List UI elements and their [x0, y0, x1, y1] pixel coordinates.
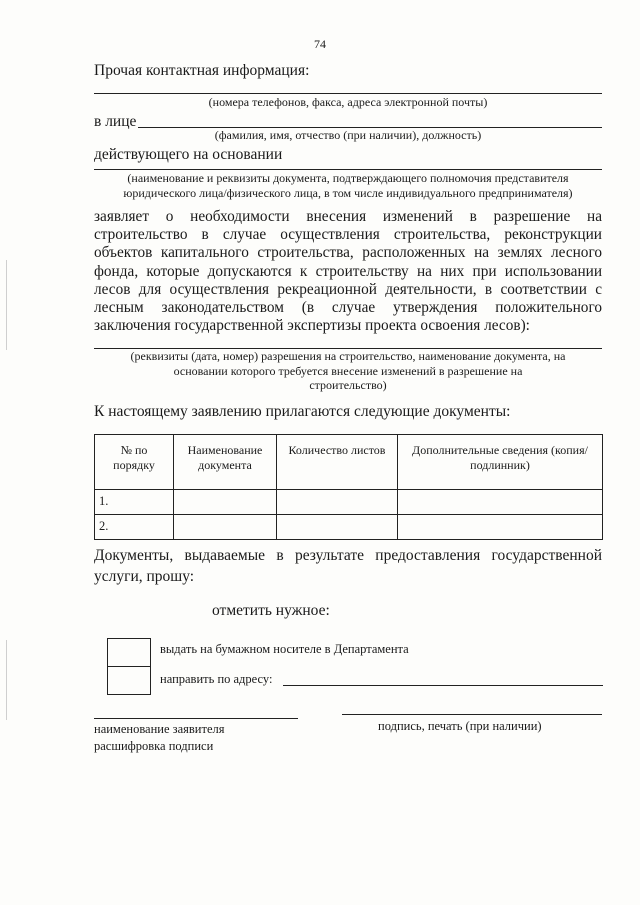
additional-info-cell[interactable]	[398, 515, 603, 540]
row-number-cell: 1.	[95, 490, 174, 515]
scan-edge-mark	[6, 640, 7, 720]
paper-delivery-checkbox[interactable]	[107, 638, 151, 667]
address-line[interactable]	[283, 685, 603, 686]
document-name-cell[interactable]	[174, 490, 277, 515]
scan-edge-mark	[6, 260, 7, 350]
basis-caption-line2: юридического лица/физического лица, в том числе индивидуального предпринимателя)	[123, 186, 573, 200]
row-number-cell: 2.	[95, 515, 174, 540]
signature-caption: подпись, печать (при наличии)	[378, 719, 542, 733]
contact-label: Прочая контактная информация:	[94, 62, 310, 79]
table-header-row	[95, 435, 603, 490]
column-header-document-name: Наименование документа	[174, 435, 277, 490]
column-header-sheet-count: Количество листов	[277, 435, 398, 490]
attachments-heading: К настоящему заявлению прилагаются следующие документы:	[94, 403, 511, 420]
permit-caption-line1: (реквизиты (дата, номер) разрешения на строительство, наименование документа, на	[130, 349, 566, 363]
applicant-name-caption: наименование заявителя	[94, 722, 225, 736]
sheet-count-cell[interactable]	[277, 490, 398, 515]
signature-decode-caption: расшифровка подписи	[94, 739, 214, 753]
permit-caption-line3: строительство)	[309, 378, 387, 392]
basis-label: действующего на основании	[94, 146, 283, 163]
applicant-name-line[interactable]	[94, 718, 298, 719]
sheet-count-cell[interactable]	[277, 515, 398, 540]
document-name-cell[interactable]	[174, 515, 277, 540]
attachments-table	[94, 434, 603, 540]
representative-caption: (фамилия, имя, отчество (при наличии), должность)	[214, 128, 482, 142]
delivery-text: Документы, выдаваемые в результате предоставления государственной услуги, прошу:	[94, 547, 602, 585]
table-row	[95, 490, 603, 515]
signature-line[interactable]	[342, 714, 602, 715]
table-row	[95, 515, 603, 540]
column-header-additional-info: Дополнительные сведения (копия/подлинник)	[398, 435, 603, 490]
permit-caption-line2: основании которого требуется внесение изменений в разрешение на	[173, 364, 523, 378]
statement-text: заявляет о необходимости внесения изменений в разрешение на строительство в случае осуществления строительства, реконструкции объектов капитального строительства, расположенных на землях лесного фонда, которые допускаются к строительству на них при использовании лесов для осуществления рекреационной деятельности, в соответствии с лесным законодательством (в случае утверждения положительного заключения государственной экспертизы проекта освоения лесов):	[94, 208, 602, 335]
basis-line[interactable]	[94, 169, 602, 170]
additional-info-cell[interactable]	[398, 490, 603, 515]
paper-delivery-label: выдать на бумажном носителе в Департамента	[160, 642, 409, 656]
representative-label: в лице	[94, 113, 137, 130]
delivery-instruction: отметить нужное:	[212, 602, 330, 619]
mail-delivery-label: направить по адресу:	[160, 672, 273, 686]
mail-delivery-checkbox[interactable]	[107, 666, 151, 695]
contact-caption: (номера телефонов, факса, адреса электронной почты)	[208, 95, 488, 109]
page-number: 74	[314, 37, 326, 51]
column-header-number: № по порядку	[95, 435, 174, 490]
basis-caption-line1: (наименование и реквизиты документа, подтверждающего полномочия представителя	[127, 171, 569, 185]
contact-line[interactable]	[94, 93, 602, 94]
